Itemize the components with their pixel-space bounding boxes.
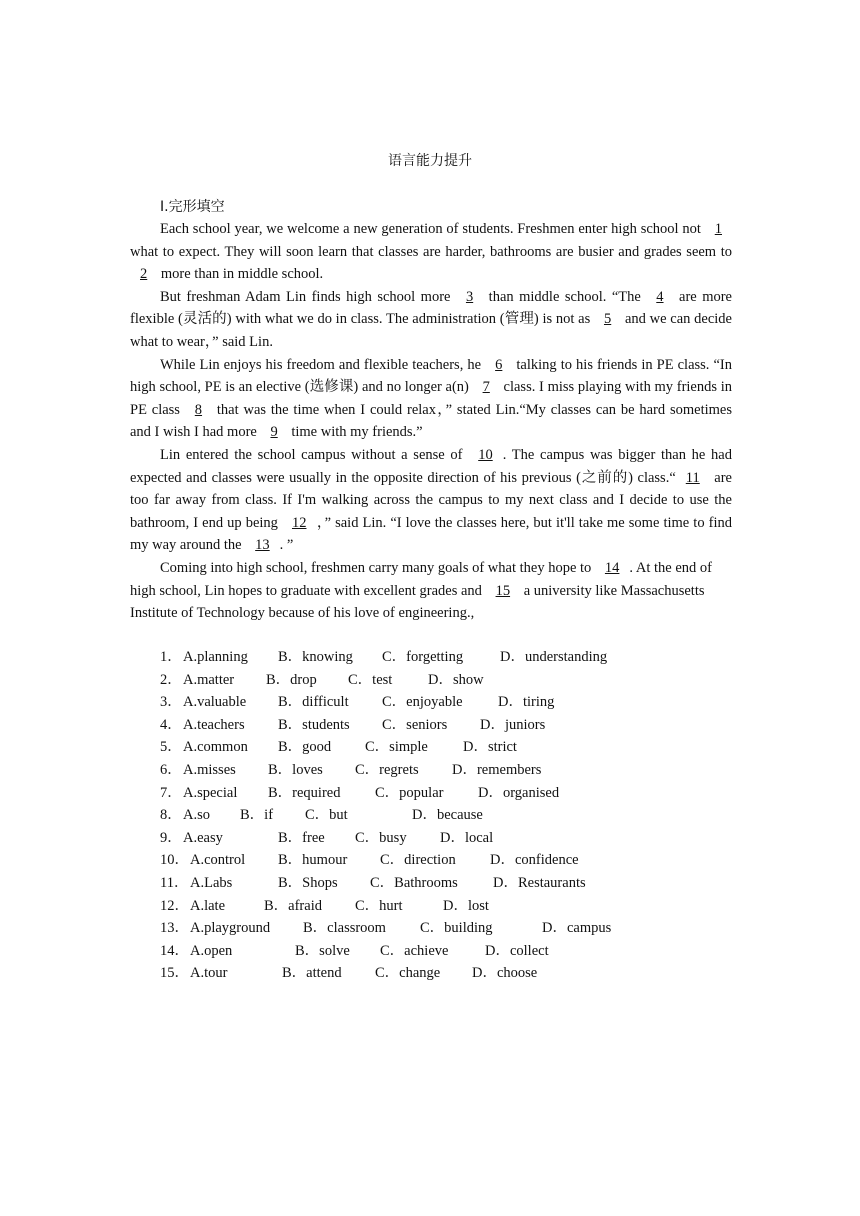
blank-14: 14 [604, 559, 620, 576]
question-options-list [160, 646, 680, 985]
passage-text: what to expect. They will soon learn that classes are harder, bathrooms are busier and grades seem to [130, 243, 732, 260]
passage-text: While Lin enjoys his freedom and flexible teachers, he [160, 356, 486, 373]
question-number: 11． [160, 874, 189, 891]
question-number: 6． [160, 761, 182, 778]
passage-text: are more flexible (灵活的) with what we do in class. The administration (管理) is not as [130, 288, 732, 328]
passage-text: Each school year, we welcome a new generation of students. Freshmen enter high school not [160, 221, 705, 237]
passage-text: are too far away from class. If I'm walking across the campus to my next class and I decide to use the bathroom, I end up being [130, 469, 732, 531]
option-c: C．simple [365, 739, 428, 756]
question-number: 2． [160, 671, 182, 688]
blank-15: 15 [495, 582, 511, 599]
option-c: C．seniors [382, 716, 448, 733]
blank-8: 8 [194, 401, 203, 418]
question-row [160, 849, 680, 872]
question-row [160, 895, 680, 918]
option-c: C．busy [355, 829, 407, 846]
question-row [160, 940, 680, 963]
option-a: A.misses [183, 761, 236, 778]
option-c: C．enjoyable [382, 694, 463, 711]
passage-text: class. I miss playing with my friends in PE class [130, 379, 732, 418]
option-d: D．organised [478, 784, 560, 801]
passage-text: than middle school. “The [483, 288, 647, 305]
passage-text: But freshman Adam Lin finds high school more [160, 288, 456, 305]
option-d: D．juniors [480, 716, 546, 733]
passage-paragraph [130, 444, 732, 557]
question-number: 4． [160, 716, 182, 733]
option-d: D．understanding [500, 649, 608, 665]
option-d: D．because [412, 807, 483, 824]
question-number: 7． [160, 784, 182, 801]
blank-4: 4 [656, 288, 664, 305]
blank-12: 12 [291, 514, 307, 531]
option-d: D．local [440, 829, 494, 846]
cloze-passage [130, 218, 732, 625]
question-row [160, 669, 680, 692]
question-number: 9． [160, 829, 182, 846]
option-a: A.tour [190, 965, 228, 982]
question-number: 8． [160, 807, 182, 824]
option-b: B．free [278, 829, 325, 846]
question-row [160, 736, 680, 759]
question-row [160, 782, 680, 805]
option-a: A.matter [183, 671, 235, 688]
passage-text: a university like Massachusetts Institute of Technology because of his love of engineering., [130, 582, 705, 622]
passage-text: more than in middle school. [157, 266, 324, 283]
option-d: D．campus [542, 920, 612, 937]
blank-11: 11 [685, 469, 700, 486]
option-b: B．Shops [278, 874, 338, 891]
option-a: A.playground [190, 920, 271, 937]
option-b: B．students [278, 716, 350, 733]
blank-2: 2 [140, 266, 148, 283]
question-number: 12． [160, 897, 189, 914]
option-d: D．confidence [490, 852, 579, 869]
blank-3: 3 [465, 288, 474, 305]
option-a: A.planning [183, 649, 248, 665]
passage-text: ，” said Lin. “I love the classes here, but it'll take me some time to find my way around the [130, 514, 732, 554]
option-d: D．strict [463, 739, 517, 756]
option-a: A.teachers [183, 716, 245, 733]
option-d: D．choose [472, 965, 538, 982]
question-row [160, 646, 680, 669]
question-number: 3． [160, 694, 182, 711]
blank-5: 5 [603, 311, 612, 328]
option-a: A.open [190, 942, 233, 959]
question-row [160, 691, 680, 714]
passage-paragraph [130, 557, 732, 625]
question-number: 13． [160, 920, 189, 937]
option-b: B．knowing [278, 649, 353, 665]
option-c: C．regrets [355, 761, 419, 778]
option-c: C．achieve [380, 942, 449, 959]
option-b: B．required [268, 784, 341, 801]
option-a: A.so [183, 807, 210, 824]
blank-6: 6 [495, 356, 503, 373]
option-c: C．change [375, 965, 441, 982]
option-c: C．popular [375, 784, 444, 801]
option-b: B．if [240, 807, 274, 824]
question-number: 5． [160, 739, 182, 756]
option-b: B．loves [268, 761, 323, 778]
option-d: D．show [428, 671, 484, 688]
passage-text: and we can decide what to wear，” said Lin. [130, 311, 732, 350]
option-a: A.Labs [190, 874, 233, 891]
blank-10: 10 [478, 446, 493, 463]
option-b: B．afraid [264, 897, 322, 914]
option-b: B．attend [282, 965, 342, 982]
option-c: C．test [348, 671, 393, 688]
passage-text: . The campus was bigger than he had expected and classes were usually in the opposite direction of his previous (之前的) class.“ [130, 446, 732, 486]
option-b: B．difficult [278, 694, 349, 711]
question-row [160, 917, 680, 940]
option-a: A.special [183, 784, 238, 801]
question-number: 10． [160, 852, 189, 869]
option-a: A.late [190, 897, 226, 914]
page-title: 语言能力提升 [388, 153, 472, 169]
question-number: 1． [160, 649, 182, 665]
option-d: D．remembers [452, 761, 542, 778]
option-a: A.valuable [183, 694, 247, 711]
option-a: A.control [190, 852, 246, 869]
option-d: D．tiring [498, 694, 555, 711]
blank-13: 13 [255, 537, 270, 554]
passage-text: that was the time when I could relax，” stated Lin.“My classes can be hard sometimes and I wish I had more [130, 401, 732, 441]
option-d: D．collect [485, 942, 549, 959]
option-c: C．building [420, 920, 493, 937]
blank-7: 7 [482, 379, 490, 396]
question-row [160, 827, 680, 850]
passage-text: Lin entered the school campus without a sense of [160, 446, 469, 463]
question-row [160, 804, 680, 827]
passage-text: . At the end of high school, Lin hopes to graduate with excellent grades and [130, 559, 712, 599]
blank-9: 9 [270, 424, 278, 441]
question-row [160, 759, 680, 782]
passage-text: . ” [279, 537, 294, 554]
question-row [160, 962, 680, 985]
section-heading: Ⅰ.完形填空 [160, 199, 225, 215]
passage-text: time with my friends.” [287, 424, 423, 441]
option-b: B．solve [295, 942, 350, 959]
option-b: B．humour [278, 852, 348, 869]
option-c: C．direction [380, 852, 456, 869]
question-row [160, 872, 680, 895]
question-row [160, 714, 680, 737]
passage-paragraph [130, 354, 732, 444]
question-number: 14． [160, 942, 189, 959]
passage-paragraph [130, 286, 732, 354]
option-c: C．Bathrooms [370, 874, 458, 891]
option-a: A.easy [183, 829, 223, 846]
option-c: C．hurt [355, 897, 403, 914]
option-b: B．classroom [303, 920, 386, 937]
option-b: B．good [278, 739, 332, 756]
passage-text: talking to his friends in PE class. “In high school, PE is an elective (选修课) and no longer a(n) [130, 356, 732, 396]
passage-paragraph [130, 218, 732, 286]
option-a: A.common [183, 739, 248, 756]
option-d: D．Restaurants [493, 874, 586, 891]
option-c: C．forgetting [382, 649, 464, 665]
option-c: C．but [305, 807, 348, 824]
passage-text: Coming into high school, freshmen carry many goals of what they hope to [160, 559, 595, 576]
option-d: D．lost [443, 897, 489, 914]
question-number: 15． [160, 965, 189, 982]
blank-1: 1 [714, 221, 722, 237]
option-b: B．drop [266, 671, 317, 688]
